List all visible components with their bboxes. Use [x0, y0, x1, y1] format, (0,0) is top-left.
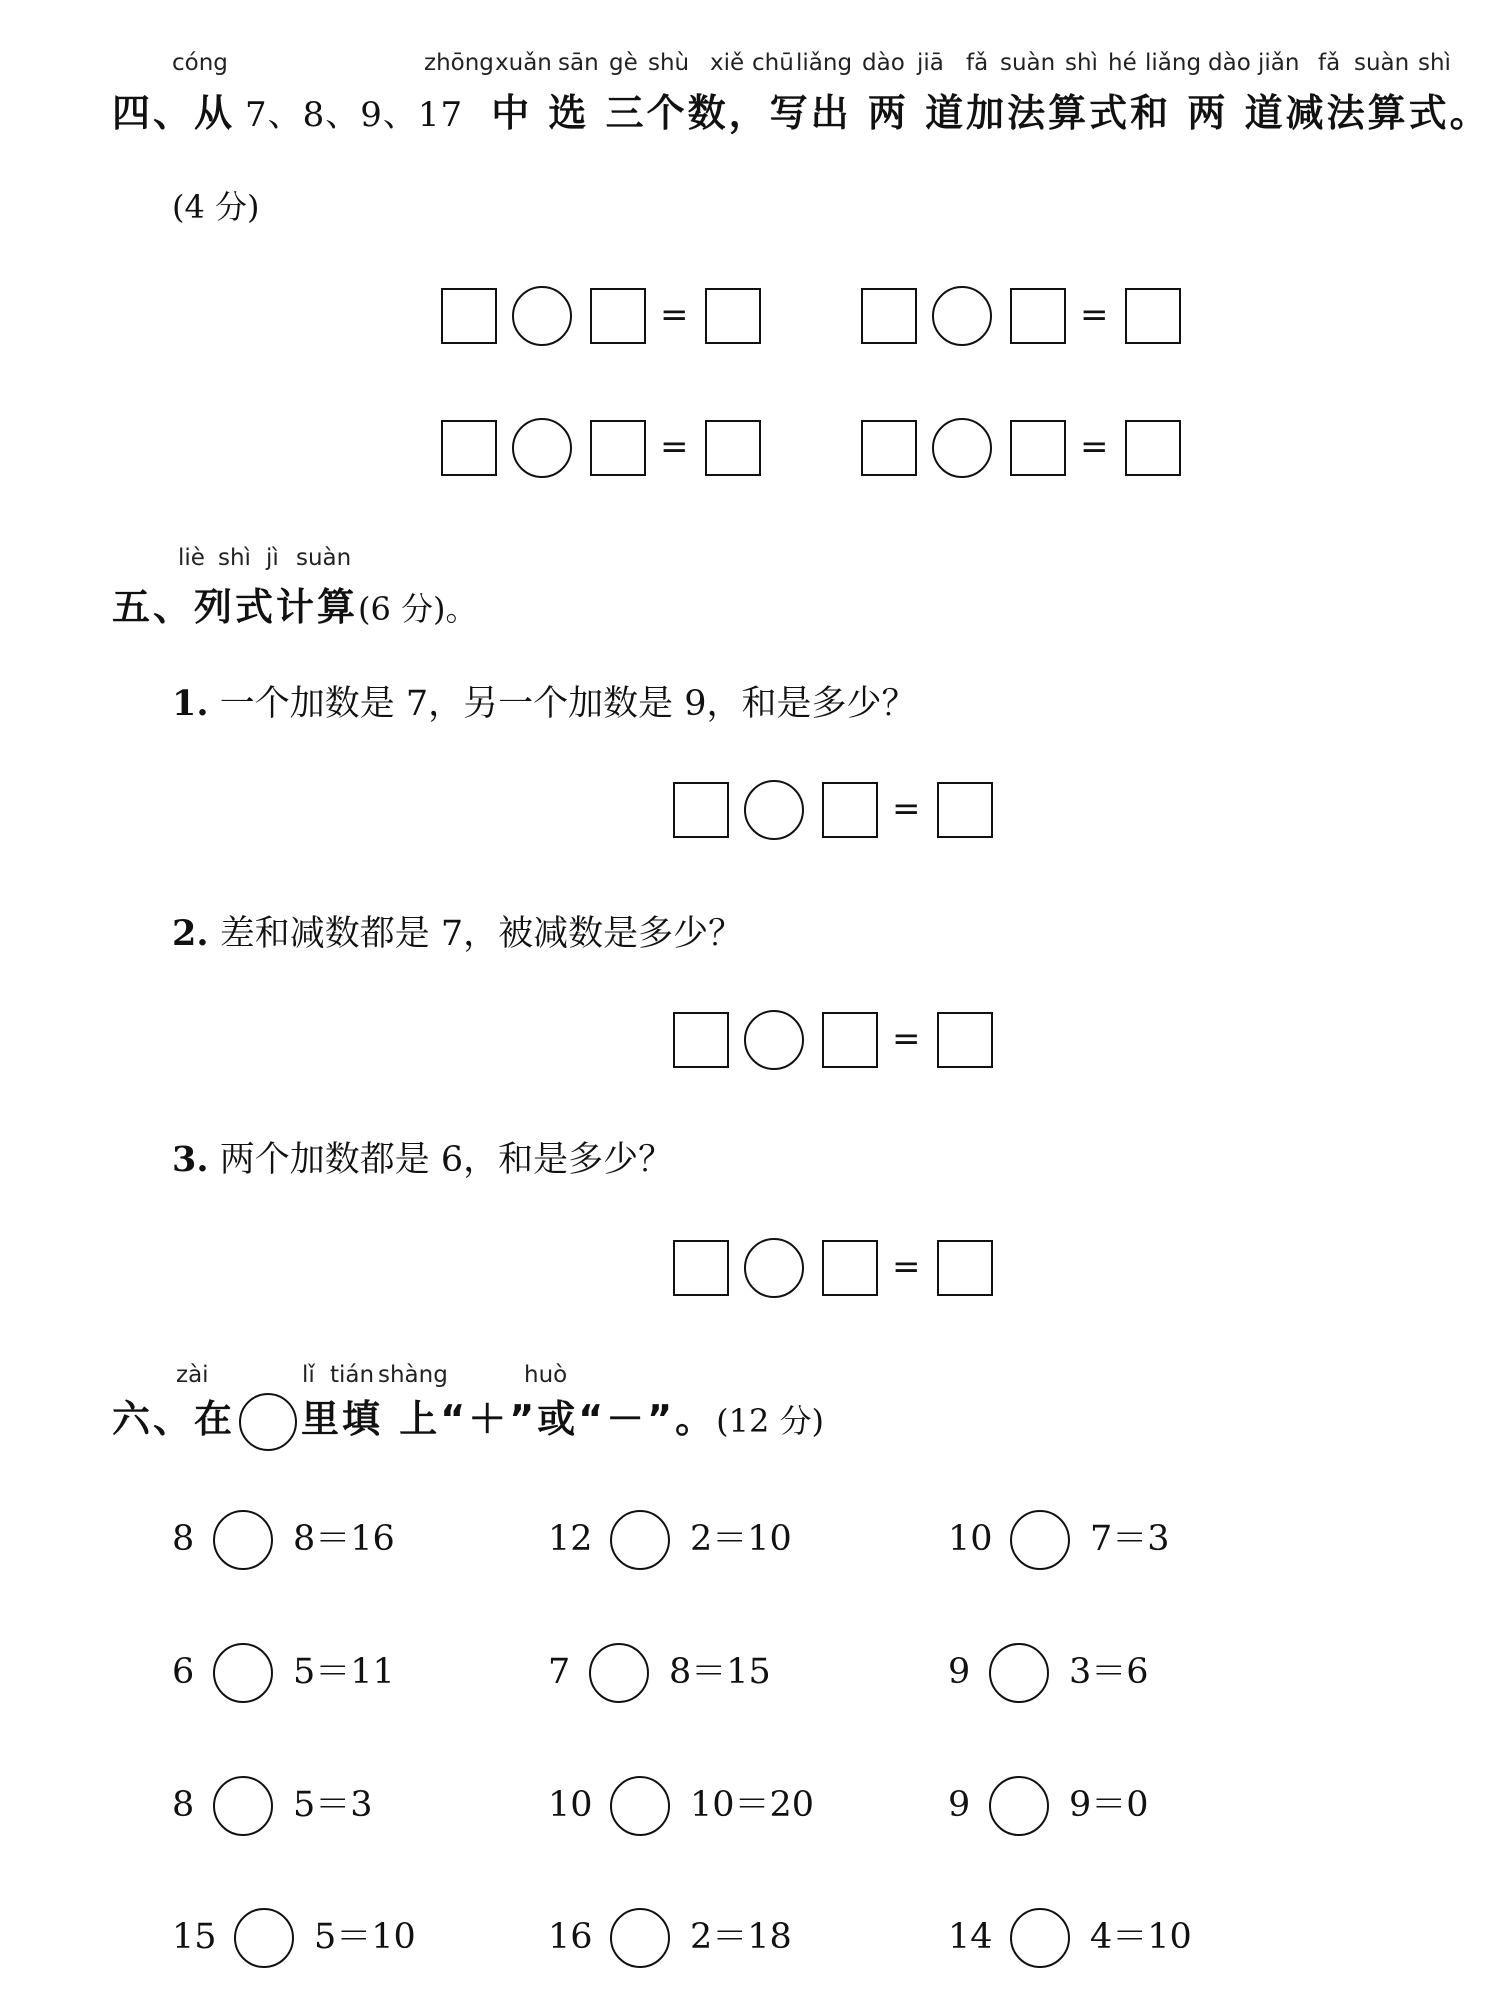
equals-sign: =: [660, 427, 689, 467]
operand-right-result: 8＝16: [293, 1519, 395, 1559]
pinyin-lie: liè: [178, 545, 205, 571]
question-text: 两个加数都是 6，和是多少？: [219, 1140, 674, 1180]
operand-right-result: 4＝10: [1090, 1917, 1192, 1957]
operand-right-result: 5＝3: [293, 1785, 373, 1825]
operand-right-result: 5＝10: [314, 1917, 416, 1957]
operand-right-result: 8＝15: [669, 1652, 771, 1692]
answer-box[interactable]: [673, 1240, 729, 1296]
operator-circle[interactable]: [213, 1643, 273, 1703]
question-number: 3.: [172, 1139, 209, 1180]
pinyin-chu: chū: [752, 50, 794, 76]
operator-circle[interactable]: [932, 286, 992, 346]
section-6-text: 里填 上“＋”或“－”。: [301, 1397, 717, 1441]
operand-left: 12: [548, 1519, 593, 1559]
operator-circle[interactable]: [932, 418, 992, 478]
operator-circle[interactable]: [744, 1010, 804, 1070]
answer-box[interactable]: [590, 420, 646, 476]
section-4-score: (4 分): [172, 188, 260, 226]
section-5-title: [112, 576, 478, 631]
pinyin-shi: shì: [218, 545, 251, 571]
section-6-prefix: 六、在: [112, 1397, 236, 1441]
answer-box[interactable]: [441, 420, 497, 476]
pinyin-zai: zài: [176, 1362, 209, 1388]
operator-circle[interactable]: [213, 1776, 273, 1836]
operator-circle[interactable]: [213, 1510, 273, 1570]
answer-box[interactable]: [705, 420, 761, 476]
pinyin-xie: xiě: [710, 50, 745, 76]
answer-box[interactable]: [937, 782, 993, 838]
answer-box[interactable]: [861, 420, 917, 476]
operator-circle[interactable]: [234, 1908, 294, 1968]
operand-left: 8: [172, 1785, 195, 1825]
equals-sign: =: [892, 789, 921, 829]
operand-right-result: 2＝18: [690, 1917, 792, 1957]
operand-right-result: 10＝20: [690, 1785, 815, 1825]
pinyin-tian: tián: [330, 1362, 375, 1388]
operator-circle[interactable]: [512, 286, 572, 346]
answer-box[interactable]: [441, 288, 497, 344]
pinyin-fa-2: fǎ: [1318, 50, 1341, 76]
operand-left: 10: [948, 1519, 993, 1559]
answer-box[interactable]: [822, 1012, 878, 1068]
circle-icon: [239, 1393, 297, 1451]
operator-circle[interactable]: [744, 780, 804, 840]
operator-circle[interactable]: [1010, 1510, 1070, 1570]
operator-circle[interactable]: [610, 1776, 670, 1836]
section-4-question: [112, 82, 1491, 137]
pinyin-zhong: zhōng: [424, 50, 494, 76]
operand-left: 9: [948, 1652, 971, 1692]
equals-sign: =: [892, 1019, 921, 1059]
section-4-text: 中 选 三个数，写出 两 道加法算式和 两 道减法算式。: [491, 91, 1491, 135]
answer-box[interactable]: [861, 288, 917, 344]
pinyin-suan: suàn: [1000, 50, 1056, 76]
question-number: 2.: [172, 913, 209, 954]
operand-left: 10: [548, 1785, 593, 1825]
pinyin-fa: fǎ: [966, 50, 989, 76]
equals-sign: =: [660, 295, 689, 335]
operator-circle[interactable]: [989, 1643, 1049, 1703]
question-3: [172, 1132, 673, 1182]
pinyin-cong: cóng: [172, 50, 228, 76]
pinyin-suan-2: suàn: [1354, 50, 1410, 76]
answer-box[interactable]: [1010, 420, 1066, 476]
pinyin-shang: shàng: [378, 1362, 448, 1388]
operator-circle[interactable]: [1010, 1908, 1070, 1968]
operand-right-result: 5＝11: [293, 1652, 395, 1692]
operand-right-result: 7＝3: [1090, 1519, 1170, 1559]
pinyin-shu: shù: [648, 50, 690, 76]
operator-circle[interactable]: [610, 1510, 670, 1570]
question-text: 差和减数都是 7，被减数是多少？: [219, 914, 744, 954]
pinyin-liang-2: liǎng: [1145, 50, 1202, 76]
pinyin-he: hé: [1108, 50, 1137, 76]
operator-circle[interactable]: [989, 1776, 1049, 1836]
pinyin-dao: dào: [862, 50, 905, 76]
operand-left: 16: [548, 1917, 593, 1957]
pinyin-san: sān: [558, 50, 599, 76]
pinyin-dao-2: dào: [1208, 50, 1251, 76]
pinyin-huo: huò: [524, 1362, 568, 1388]
answer-box[interactable]: [822, 782, 878, 838]
section-4-numbers: 7、8、9、17: [245, 95, 464, 135]
pinyin-suan: suàn: [296, 545, 352, 571]
section-4-prefix: 四、从: [112, 91, 236, 135]
equals-sign: =: [892, 1247, 921, 1287]
pinyin-shi: shì: [1065, 50, 1098, 76]
question-1: [172, 676, 916, 726]
pinyin-xuan: xuǎn: [495, 50, 552, 76]
equals-sign: =: [1080, 295, 1109, 335]
section-6-score: (12 分): [716, 1402, 825, 1440]
operand-left: 9: [948, 1785, 971, 1825]
pinyin-ji: jì: [266, 545, 279, 571]
operand-right-result: 3＝6: [1069, 1652, 1149, 1692]
pinyin-liang: liǎng: [796, 50, 853, 76]
equals-sign: =: [1080, 427, 1109, 467]
pinyin-shi-2: shì: [1418, 50, 1451, 76]
operator-circle[interactable]: [610, 1908, 670, 1968]
section-5-title-text: 五、列式计算: [112, 585, 359, 629]
pinyin-li: lǐ: [302, 1362, 315, 1388]
operand-left: 6: [172, 1652, 195, 1692]
answer-box[interactable]: [673, 782, 729, 838]
operator-circle[interactable]: [512, 418, 572, 478]
pinyin-jia: jiā: [917, 50, 944, 76]
operand-right-result: 2＝10: [690, 1519, 792, 1559]
pinyin-jian: jiǎn: [1258, 50, 1300, 76]
operand-left: 15: [172, 1917, 217, 1957]
answer-box[interactable]: [937, 1012, 993, 1068]
answer-box[interactable]: [1125, 288, 1181, 344]
question-text: 一个加数是 7，另一个加数是 9，和是多少？: [219, 684, 917, 724]
operator-circle[interactable]: [744, 1238, 804, 1298]
operand-left: 14: [948, 1917, 993, 1957]
answer-box[interactable]: [937, 1240, 993, 1296]
question-number: 1.: [172, 683, 209, 724]
operand-left: 8: [172, 1519, 195, 1559]
answer-box[interactable]: [705, 288, 761, 344]
pinyin-ge: gè: [609, 50, 638, 76]
answer-box[interactable]: [822, 1240, 878, 1296]
answer-box[interactable]: [590, 288, 646, 344]
answer-box[interactable]: [1010, 288, 1066, 344]
section-6-question: [112, 1390, 824, 1451]
question-2: [172, 906, 743, 956]
answer-box[interactable]: [1125, 420, 1181, 476]
section-5-score: (6 分)。: [358, 590, 478, 628]
operator-circle[interactable]: [589, 1643, 649, 1703]
operand-left: 7: [548, 1652, 571, 1692]
operand-right-result: 9＝0: [1069, 1785, 1149, 1825]
answer-box[interactable]: [673, 1012, 729, 1068]
